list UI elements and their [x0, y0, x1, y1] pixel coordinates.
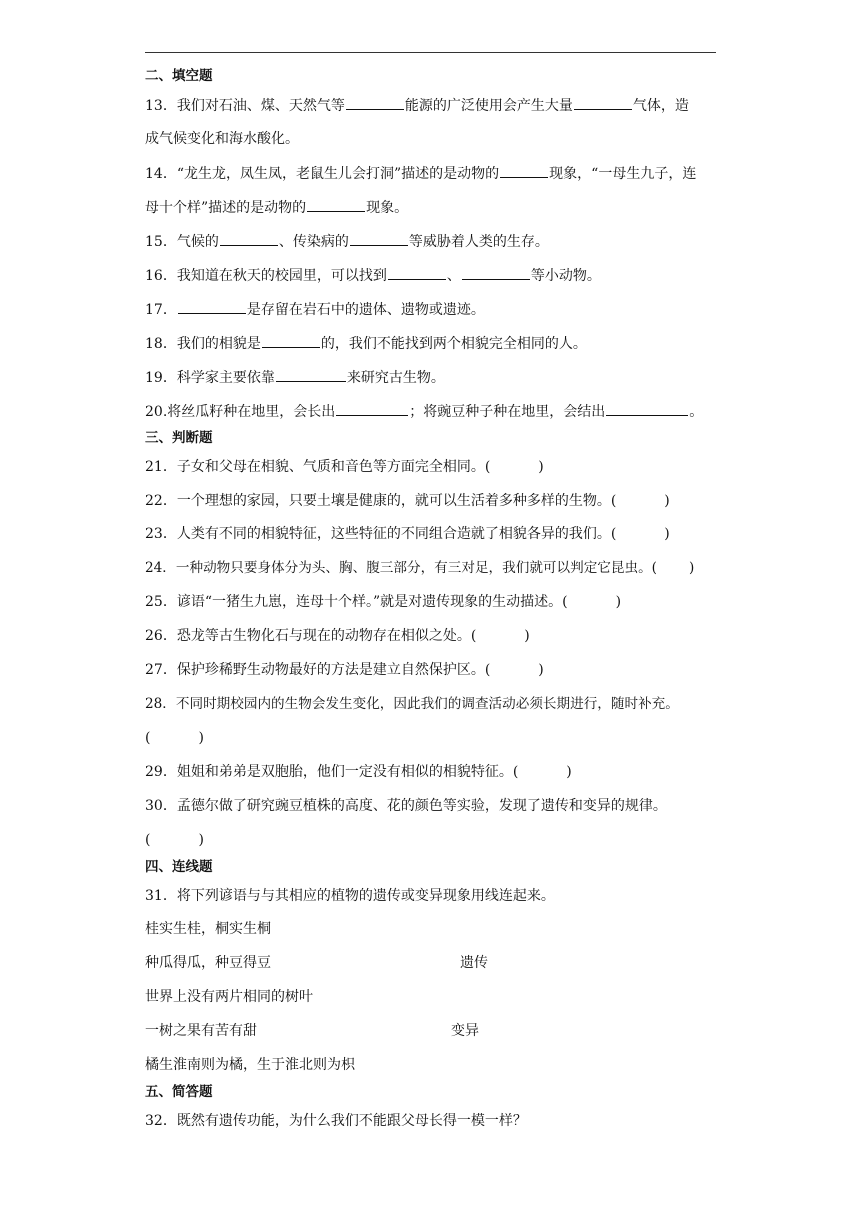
question-number: 26．	[145, 628, 177, 644]
question-number: 27．	[145, 662, 177, 678]
answer-blank[interactable]	[574, 95, 632, 110]
match-left-item[interactable]: 世界上没有两片相同的树叶	[145, 989, 313, 1005]
question-number: 30．	[145, 798, 177, 814]
question-number: 15．	[145, 234, 177, 250]
answer-blank[interactable]	[606, 401, 688, 416]
answer-blank[interactable]	[346, 95, 404, 110]
question-number: 18．	[145, 336, 177, 352]
question-number: 17．	[145, 302, 177, 318]
question-15: 15．气候的 、传染病的 等威胁着人类的生存。	[145, 231, 549, 252]
question-number: 16．	[145, 268, 177, 284]
question-number: 28．	[145, 696, 176, 712]
question-24: 24．一种动物只要身体分为头、胸、腹三部分，有三对足，我们就可以判定它昆虫。( )	[145, 560, 695, 576]
question-number: 13．	[145, 98, 177, 114]
question-29: 29．姐姐和弟弟是双胞胎，他们一定没有相似的相貌特征。( )	[145, 764, 572, 780]
match-right-item-variation[interactable]: 变异	[451, 1023, 479, 1039]
question-28: 28．不同时期校园内的生物会发生变化，因此我们的调查活动必须长期进行，随时补充。	[145, 696, 679, 712]
question-14: 14．“龙生龙，凤生凤，老鼠生儿会打洞”描述的是动物的 现象，“一母生九子，连	[145, 163, 696, 184]
question-30-cont: ( )	[145, 832, 204, 848]
question-31: 31．将下列谚语与与其相应的植物的遗传或变异现象用线连起来。	[145, 888, 555, 904]
question-14-cont: 母十个样”描述的是动物的 现象。	[145, 197, 408, 218]
question-23: 23．人类有不同的相貌特征，这些特征的不同组合造就了相貌各异的我们。( )	[145, 526, 670, 542]
question-number: 23．	[145, 526, 177, 542]
answer-blank[interactable]	[307, 197, 365, 212]
question-number: 19．	[145, 370, 177, 386]
match-right-item-heredity[interactable]: 遗传	[460, 955, 488, 971]
question-18: 18．我们的相貌是 的，我们不能找到两个相貌完全相同的人。	[145, 333, 587, 354]
match-left-item[interactable]: 桂实生桂，桐实生桐	[145, 921, 271, 937]
answer-blank[interactable]	[178, 299, 246, 314]
question-25: 25．谚语“一猪生九崽，连母十个样。”就是对遗传现象的生动描述。( )	[145, 594, 622, 610]
section-heading-judge: 三、判断题	[145, 430, 213, 446]
question-number: 29．	[145, 764, 177, 780]
answer-blank[interactable]	[500, 163, 548, 178]
match-left-item[interactable]: 橘生淮南则为橘，生于淮北则为枳	[145, 1057, 355, 1073]
question-16: 16．我知道在秋天的校园里，可以找到 、 等小动物。	[145, 265, 601, 286]
question-21: 21．子女和父母在相貌、气质和音色等方面完全相同。( )	[145, 459, 544, 475]
question-28-cont: ( )	[145, 730, 204, 746]
question-13-cont: 成气候变化和海水酸化。	[145, 131, 299, 147]
question-13: 13．我们对石油、煤、天然气等 能源的广泛使用会产生大量 气体，造	[145, 95, 689, 116]
question-27: 27．保护珍稀野生动物最好的方法是建立自然保护区。( )	[145, 662, 544, 678]
question-number: 21．	[145, 459, 177, 475]
match-left-item[interactable]: 一树之果有苦有甜	[145, 1023, 257, 1039]
question-number: 14．	[145, 166, 177, 182]
question-22: 22．一个理想的家园，只要土壤是健康的，就可以生活着多种多样的生物。( )	[145, 493, 670, 509]
section-heading-match: 四、连线题	[145, 859, 213, 875]
match-left-item[interactable]: 种瓜得瓜，种豆得豆	[145, 955, 271, 971]
question-number: 20.	[145, 404, 168, 420]
answer-blank[interactable]	[336, 401, 408, 416]
answer-blank[interactable]	[350, 231, 408, 246]
section-heading-fill: 二、填空题	[145, 68, 213, 84]
section-heading-short: 五、简答题	[145, 1084, 213, 1100]
answer-blank[interactable]	[276, 367, 346, 382]
question-20: 20.将丝瓜籽种在地里，会长出 ；将豌豆种子种在地里，会结出 。	[145, 401, 703, 422]
question-number: 24．	[145, 560, 176, 576]
answer-blank[interactable]	[262, 333, 320, 348]
question-19: 19．科学家主要依靠 来研究古生物。	[145, 367, 445, 388]
question-17: 17． 是存留在岩石中的遗体、遗物或遗迹。	[145, 299, 485, 320]
question-number: 32．	[145, 1113, 177, 1129]
answer-blank[interactable]	[388, 265, 446, 280]
question-30: 30．孟德尔做了研究豌豆植株的高度、花的颜色等实验，发现了遗传和变异的规律。	[145, 798, 667, 814]
top-rule	[145, 52, 716, 53]
question-26: 26．恐龙等古生物化石与现在的动物存在相似之处。( )	[145, 628, 530, 644]
question-number: 25．	[145, 594, 177, 610]
answer-blank[interactable]	[462, 265, 530, 280]
answer-blank[interactable]	[220, 231, 278, 246]
question-number: 22．	[145, 493, 177, 509]
question-number: 31．	[145, 888, 177, 904]
question-32: 32．既然有遗传功能，为什么我们不能跟父母长得一模一样？	[145, 1113, 527, 1129]
